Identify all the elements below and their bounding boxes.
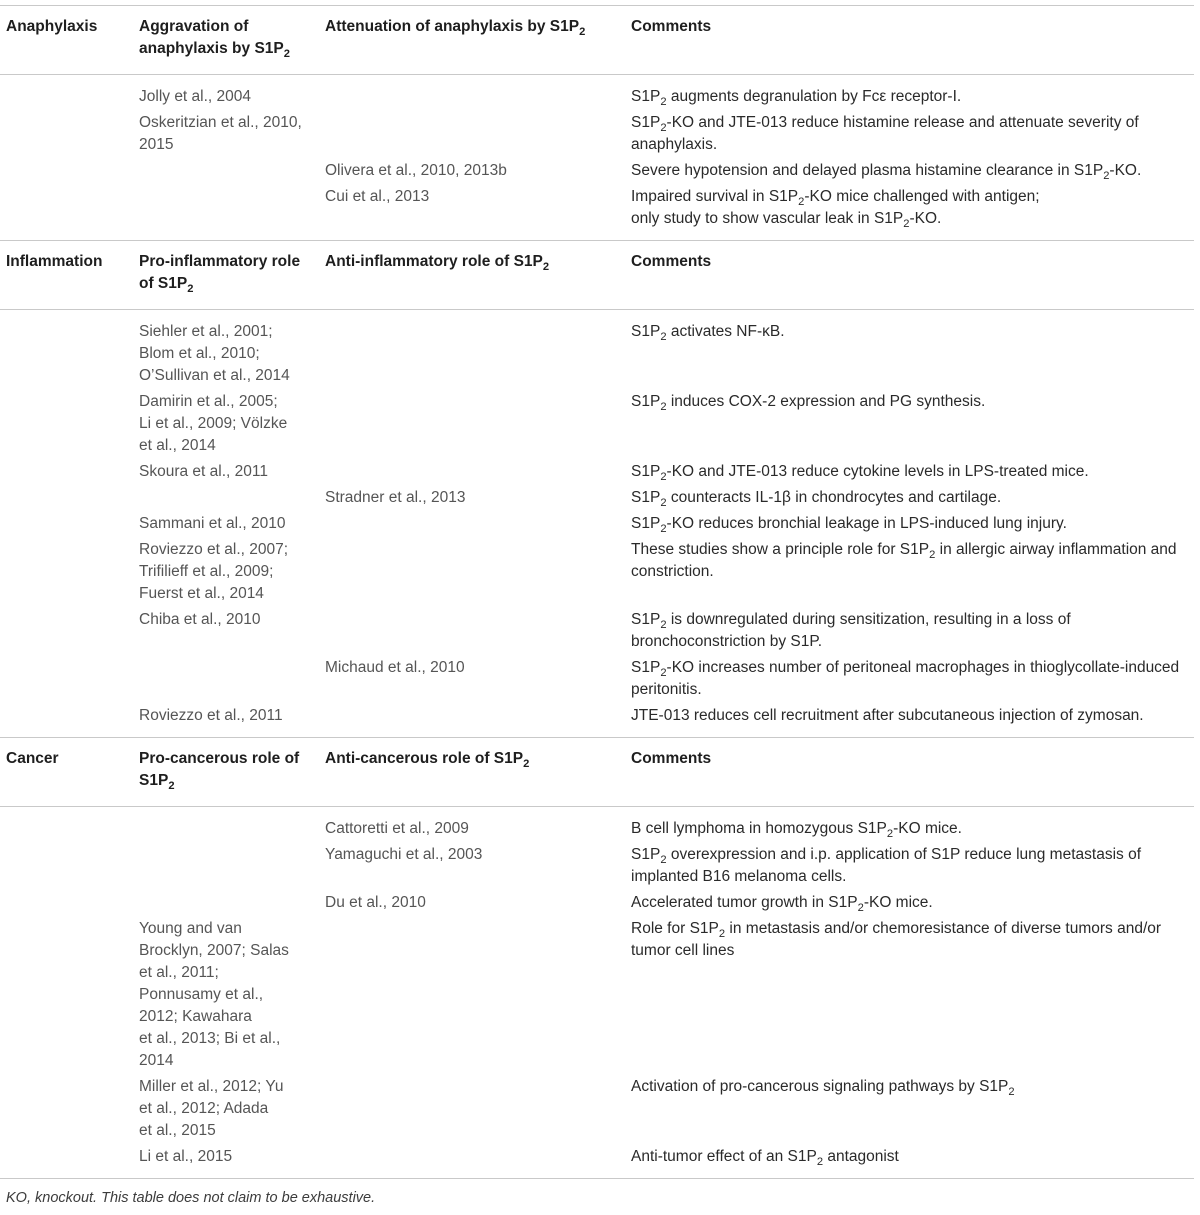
topic-cell [0,807,133,845]
topic-cell [0,310,133,392]
anti-reference-cell: Stradner et al., 2013 [325,489,466,506]
anti-reference-cell [319,1076,625,1146]
comment-cell: $S1P_2$ activates NF-κB. [625,310,1194,392]
pro-reference-cell: Sammani et al., 2010 [139,515,286,532]
comment-cell: $S1P_2$ is downregulated during sensitization, resulting in a loss of bronchoconstriction by S1P. [631,611,1071,650]
comment-cell: $S1P_2$ induces COX-2 expression and PG synthesis. [631,393,986,414]
anti-reference-cell [319,391,625,461]
comment-cell: $S1P_2$ augments degranulation by Fcε receptor-I. [625,75,1194,113]
table-row [0,186,1194,241]
table-row [0,160,1194,186]
topic-cell [0,1076,133,1146]
pro-reference-cell [133,487,319,513]
section-header-row [0,738,1194,807]
anti-reference-cell [319,461,625,487]
table-footnote: KO, knockout. This table does not claim to be exhaustive. [6,1190,376,1206]
table-row [0,391,1194,461]
pro-reference-cell [133,657,319,705]
topic-cell [0,75,133,113]
topic-cell [0,609,133,657]
section-header-row [0,241,1194,310]
topic-cell [0,487,133,513]
pro-reference-cell: Miller et al., 2012; Yu et al., 2012; Adada et al., 2015 [139,1078,284,1139]
comments-column-header: Comments [625,241,1194,310]
anti-column-header: Anti-inflammatory role of $S1P_2$ [319,241,625,310]
comments-column-header: Comments [625,738,1194,807]
topic-cell [0,186,133,241]
table-row [0,310,1194,392]
pro-reference-cell: Jolly et al., 2004 [133,75,319,113]
anti-reference-cell: Cui et al., 2013 [325,188,430,205]
comment-cell: $S1P_2-KO$ increases number of peritoneal macrophages in thioglycollate-induced peritonitis. [631,659,1180,698]
topic-cell [0,705,133,738]
table-row [0,844,1194,892]
topic-cell [0,461,133,487]
table-row [0,513,1194,539]
comment-cell: Accelerated tumor growth in $S1P_2-KO$ mice. [631,894,933,915]
comment-cell: Role for $S1P_2$ in metastasis and/or chemoresistance of diverse tumors and/or tumor cell lines [631,920,1162,959]
table-row [0,918,1194,1076]
anti-column-header: Anti-cancerous role of $S1P_2$ [319,738,625,807]
topic-cell [0,539,133,609]
comment-cell: JTE-013 reduces cell recruitment after subcutaneous injection of zymosan. [631,707,1144,724]
pro-reference-cell: Skoura et al., 2011 [139,463,268,480]
table-body [0,6,1194,1180]
pro-reference-cell: Young and van Brocklyn, 2007; Salas et al., 2011; Ponnusamy et al., 2012; Kawahara et al., 2013; Bi et al., 2014 [139,920,289,1069]
comment-cell: $S1P_2-KO$ reduces bronchial leakage in LPS-induced lung injury. [631,515,1067,536]
s1p2-table [0,5,1194,1179]
pro-reference-cell [133,844,319,892]
comment-cell: Severe hypotension and delayed plasma histamine clearance in $S1P_2-KO$. [631,162,1142,183]
anti-reference-cell [319,539,625,609]
comment-cell: $S1P_2-KO$ and JTE-013 reduce cytokine levels in LPS-treated mice. [631,463,1089,484]
pro-reference-cell: Damirin et al., 2005; Li et al., 2009; Völzke et al., 2014 [139,393,288,454]
pro-column-header: Aggravation of anaphylaxis by $S1P_2$ [133,6,319,75]
table-row [0,609,1194,657]
anti-reference-cell: Yamaguchi et al., 2003 [325,846,483,863]
section-header-row [0,6,1194,75]
section-topic: Anaphylaxis [0,6,133,75]
anti-reference-cell [319,918,625,1076]
table-row [0,892,1194,918]
anti-reference-cell [319,75,625,113]
comment-cell: $S1P_2$ counteracts IL-1β in chondrocytes and cartilage. [631,489,1002,510]
anti-reference-cell [319,310,625,392]
pro-reference-cell: Li et al., 2015 [139,1148,233,1165]
pro-reference-cell: Chiba et al., 2010 [139,611,261,628]
pro-reference-cell [133,892,319,918]
anti-reference-cell: Du et al., 2010 [325,894,426,911]
comment-cell: B cell lymphoma in homozygous $S1P_2-KO$ mice. [625,807,1194,845]
pro-reference-cell: Siehler et al., 2001; Blom et al., 2010; O’Sullivan et al., 2014 [133,310,319,392]
topic-cell [0,391,133,461]
topic-cell [0,1146,133,1179]
pro-column-header: Pro-inflammatory role of $S1P_2$ [133,241,319,310]
section-topic: Cancer [0,738,133,807]
table-row [0,539,1194,609]
anti-reference-cell: Cattoretti et al., 2009 [319,807,625,845]
topic-cell [0,844,133,892]
table-row [0,112,1194,160]
anti-reference-cell: Olivera et al., 2010, 2013b [325,162,507,179]
table-row [0,807,1194,845]
comment-cell: Impaired survival in $S1P_2-KO$ mice challenged with antigen; only study to show vascular leak in $S1P_2-KO$. [631,188,1040,231]
comment-cell: $S1P_2$ overexpression and i.p. application of S1P reduce lung metastasis of implanted B16 melanoma cells. [631,846,1141,885]
table-row [0,461,1194,487]
table-bottom-rule [0,1179,1194,1180]
pro-reference-cell [133,807,319,845]
anti-reference-cell [319,609,625,657]
pro-reference-cell: Roviezzo et al., 2007; Trifilieff et al., 2009; Fuerst et al., 2014 [139,541,289,602]
topic-cell [0,892,133,918]
table-row [0,1146,1194,1179]
pro-column-header: Pro-cancerous role of $S1P_2$ [133,738,319,807]
table-row [0,657,1194,705]
table-row [0,705,1194,738]
section-topic: Inflammation [0,241,133,310]
pro-reference-cell: Oskeritzian et al., 2010, 2015 [139,114,302,153]
comments-column-header: Comments [625,6,1194,75]
topic-cell [0,918,133,1076]
comment-cell: Activation of pro-cancerous signaling pathways by $S1P_2$ [631,1078,1015,1099]
anti-reference-cell [319,513,625,539]
comment-cell: $S1P_2-KO$ and JTE-013 reduce histamine release and attenuate severity of anaphylaxis. [631,114,1139,153]
comment-cell: These studies show a principle role for $S1P_2$ in allergic airway inflammation and constriction. [631,541,1177,580]
comment-cell: Anti-tumor effect of an $S1P_2$ antagonist [631,1148,899,1169]
anti-column-header: Attenuation of anaphylaxis by $S1P_2$ [319,6,625,75]
anti-reference-cell [319,112,625,160]
topic-cell [0,160,133,186]
pro-reference-cell [133,186,319,241]
topic-cell [0,513,133,539]
table-row [0,487,1194,513]
anti-reference-cell [319,705,625,738]
table-row [0,1076,1194,1146]
anti-reference-cell [319,1146,625,1179]
topic-cell [0,112,133,160]
topic-cell [0,657,133,705]
table-row [0,75,1194,113]
anti-reference-cell: Michaud et al., 2010 [325,659,465,676]
pro-reference-cell: Roviezzo et al., 2011 [139,707,283,724]
pro-reference-cell [133,160,319,186]
